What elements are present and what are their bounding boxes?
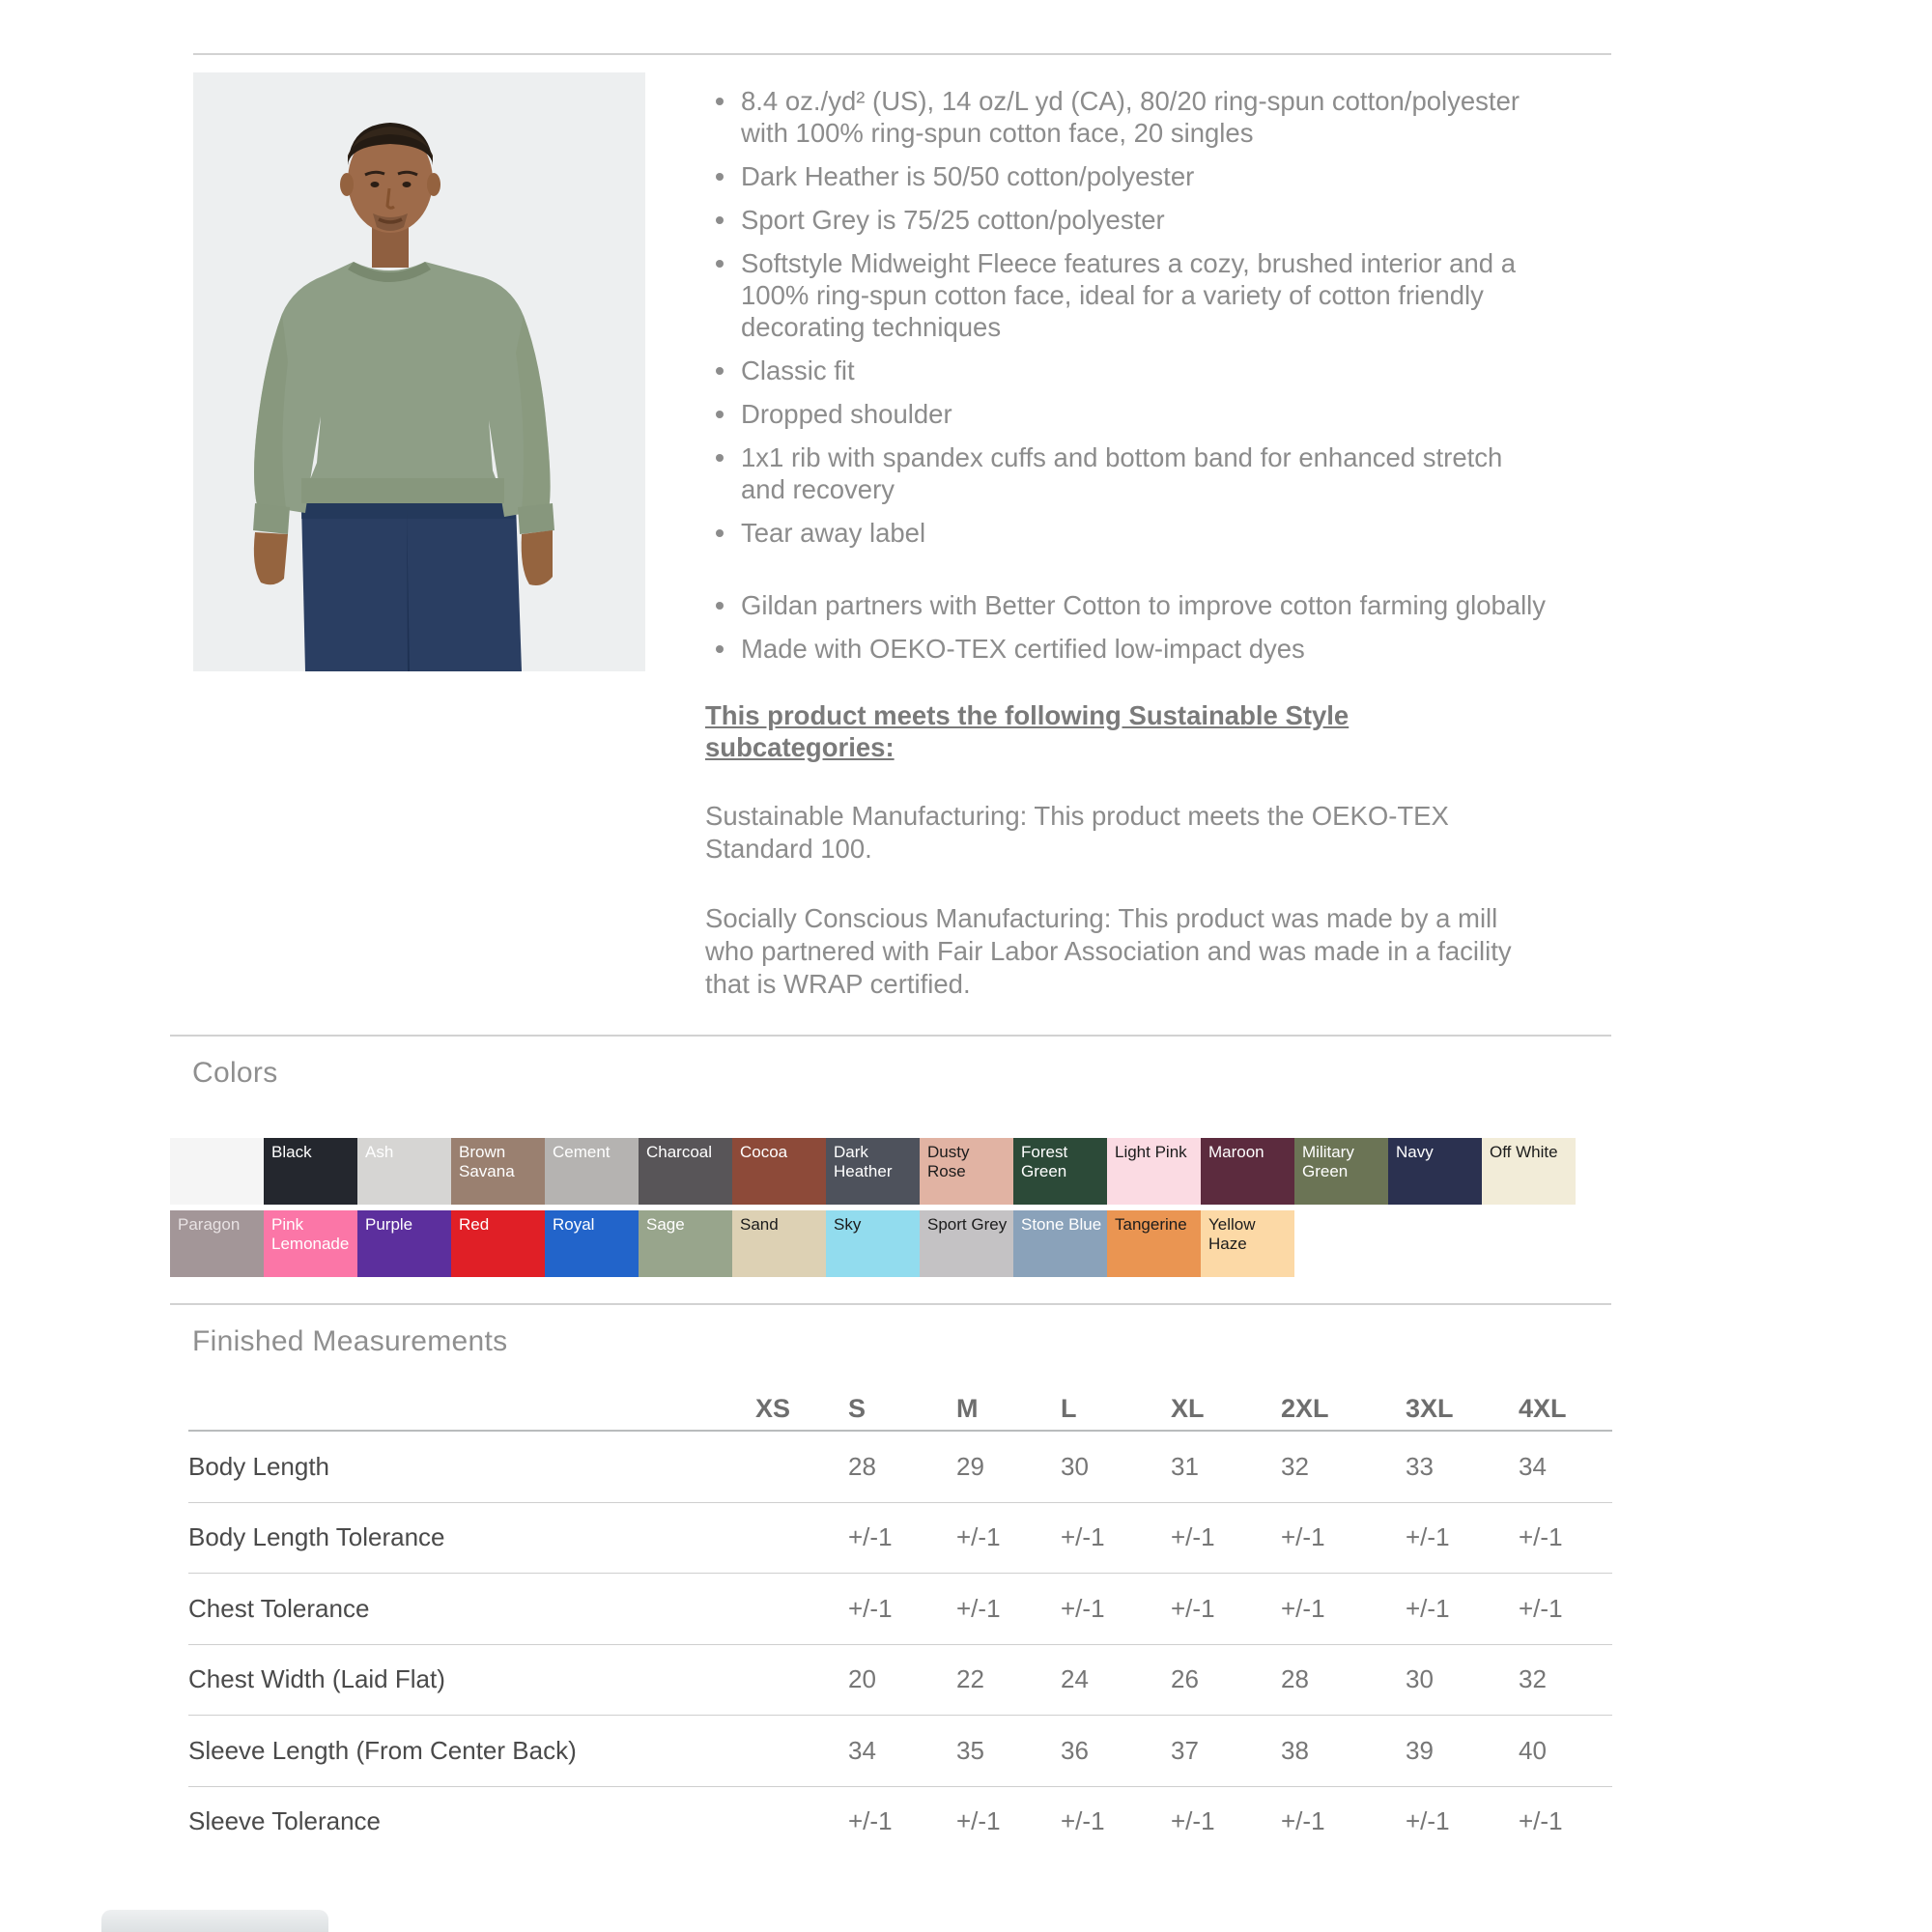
feature-bullet-text: Softstyle Midweight Fleece features a cozy, brushed interior and a 100% ring-spun cotton face, ideal for a variety of cotton friendly decorating techniques: [741, 248, 1516, 342]
feature-bullet-text: Classic fit: [741, 355, 855, 385]
color-swatch-black[interactable]: [264, 1138, 357, 1205]
color-swatch-label: Sport Grey: [927, 1215, 1008, 1234]
color-swatch-label: Dusty Rose: [927, 1143, 970, 1180]
colors-bottom-divider: [170, 1303, 1611, 1305]
measurement-value: +/-1: [1519, 1593, 1563, 1623]
color-swatch-label: Military Green: [1302, 1143, 1354, 1180]
feature-bullet: [705, 441, 1548, 505]
measurements-section-title: Finished Measurements: [192, 1325, 508, 1357]
measurement-value: +/-1: [1171, 1593, 1215, 1623]
measurement-value: 34: [848, 1735, 876, 1765]
color-swatch-label: Purple: [365, 1215, 413, 1234]
measurement-value: 22: [956, 1664, 984, 1694]
color-swatch-navy[interactable]: [1388, 1138, 1482, 1205]
color-swatch-label: Sand: [740, 1215, 779, 1234]
measurement-value: 28: [848, 1451, 876, 1481]
color-swatch-label: Cocoa: [740, 1143, 788, 1161]
color-swatch-forest-green[interactable]: [1013, 1138, 1107, 1205]
color-swatch-label: Sage: [646, 1215, 685, 1234]
feature-bullet-text: 8.4 oz./yd² (US), 14 oz/L yd (CA), 80/20 ring-spun cotton/polyester with 100% ring-spun cotton face, 20 singles: [741, 86, 1520, 148]
measurement-row: [188, 1432, 1612, 1503]
size-column-header: 3XL: [1406, 1393, 1454, 1423]
measurement-value: +/-1: [1406, 1522, 1450, 1552]
color-swatch-label: Stone Blue: [1021, 1215, 1102, 1234]
measurement-row-label: Body Length Tolerance: [188, 1522, 445, 1552]
color-swatch-label: Light Pink: [1115, 1143, 1187, 1161]
feature-bullet: [705, 589, 1548, 621]
color-swatch-label: Ash: [365, 1143, 394, 1161]
feature-bullet-text: Made with OEKO-TEX certified low-impact dyes: [741, 634, 1305, 664]
measurement-row: [188, 1787, 1612, 1858]
color-swatch-ash[interactable]: [357, 1138, 451, 1205]
color-swatch-label: Brown Savana: [459, 1143, 515, 1180]
color-swatch-stone-blue[interactable]: [1013, 1210, 1107, 1277]
measurement-value: 32: [1281, 1451, 1309, 1481]
size-column-header: M: [956, 1393, 979, 1423]
measurement-value: 38: [1281, 1735, 1309, 1765]
color-swatch-pink-lemonade[interactable]: [264, 1210, 357, 1277]
color-swatch-red[interactable]: [451, 1210, 545, 1277]
sustainable-manufacturing-text: Sustainable Manufacturing: This product meets the OEKO-TEX Standard 100.: [705, 801, 1449, 864]
feature-bullet: [705, 633, 1548, 665]
measurement-value: 24: [1061, 1664, 1089, 1694]
measurement-value: +/-1: [1061, 1522, 1105, 1552]
measurement-value: 26: [1171, 1664, 1199, 1694]
measurement-value: 31: [1171, 1451, 1199, 1481]
measurement-value: +/-1: [848, 1593, 893, 1623]
product-photo[interactable]: [193, 72, 645, 671]
measurement-value: +/-1: [1519, 1806, 1563, 1836]
color-swatch-label: Dark Heather: [834, 1143, 893, 1180]
measurement-value: 28: [1281, 1664, 1309, 1694]
color-swatch-label: Black: [271, 1143, 312, 1161]
measurement-value: 30: [1406, 1664, 1434, 1694]
color-swatch-label: Off White: [1490, 1143, 1558, 1161]
feature-bullet: [705, 160, 1548, 192]
cutoff-bottom-widget[interactable]: [101, 1910, 328, 1932]
measurement-value: +/-1: [1519, 1522, 1563, 1552]
measurement-value: 30: [1061, 1451, 1089, 1481]
color-swatch-paragon[interactable]: [170, 1210, 264, 1277]
color-swatch-label: Pink Lemonade: [271, 1215, 350, 1253]
measurement-value: 33: [1406, 1451, 1434, 1481]
color-swatch-label: Sky: [834, 1215, 862, 1234]
feature-bullet-text: Sport Grey is 75/25 cotton/polyester: [741, 205, 1165, 235]
color-swatch-yellow-haze[interactable]: [1201, 1210, 1294, 1277]
color-swatch-label: Forest Green: [1021, 1143, 1068, 1180]
size-column-header: XS: [755, 1393, 791, 1423]
color-swatch-row: [170, 1138, 1595, 1205]
feature-bullet: [705, 204, 1548, 236]
measurement-row-label: Chest Tolerance: [188, 1593, 370, 1623]
measurement-row: [188, 1503, 1612, 1575]
color-swatch-dark-heather[interactable]: [826, 1138, 920, 1205]
measurement-value: +/-1: [956, 1522, 1001, 1552]
measurement-row: [188, 1645, 1612, 1717]
measurement-value: +/-1: [956, 1593, 1001, 1623]
measurement-value: +/-1: [1171, 1522, 1215, 1552]
color-swatch-label: Royal: [553, 1215, 595, 1234]
size-column-header: S: [848, 1393, 867, 1423]
color-swatch-military-green[interactable]: [1294, 1138, 1388, 1205]
measurement-row: [188, 1716, 1612, 1787]
measurement-value: +/-1: [1281, 1593, 1325, 1623]
size-column-header: XL: [1171, 1393, 1205, 1423]
color-swatch-label: Maroon: [1208, 1143, 1264, 1161]
color-swatch-tangerine[interactable]: [1107, 1210, 1201, 1277]
product-details: [705, 85, 1548, 1028]
feature-bullet: [705, 355, 1548, 386]
measurement-value: 37: [1171, 1735, 1199, 1765]
color-swatch-light-pink[interactable]: [1107, 1138, 1201, 1205]
color-swatch-label: Yellow Haze: [1208, 1215, 1256, 1253]
color-swatch-royal[interactable]: [545, 1210, 639, 1277]
color-swatch-row: [170, 1210, 1595, 1277]
color-swatch-white[interactable]: [170, 1138, 264, 1205]
feature-bullet-list: [705, 85, 1548, 665]
measurement-value: 29: [956, 1451, 984, 1481]
color-swatch-charcoal[interactable]: [639, 1138, 732, 1205]
size-column-header: 4XL: [1519, 1393, 1567, 1423]
measurement-value: 20: [848, 1664, 876, 1694]
size-column-header: L: [1061, 1393, 1077, 1423]
color-swatch-cocoa[interactable]: [732, 1138, 826, 1205]
feature-bullet: [705, 398, 1548, 430]
color-swatch-dusty-rose[interactable]: [920, 1138, 1013, 1205]
measurement-value: +/-1: [1061, 1806, 1105, 1836]
measurement-value: 39: [1406, 1735, 1434, 1765]
socially-conscious-text: Socially Conscious Manufacturing: This product was made by a mill who partnered with Fair Labor Association and was made in a facility that is WRAP certified.: [705, 903, 1512, 999]
measurement-value: +/-1: [1171, 1806, 1215, 1836]
colors-section-title: Colors: [192, 1057, 278, 1089]
color-swatch-grid: [170, 1138, 1595, 1283]
measurement-value: +/-1: [1281, 1806, 1325, 1836]
measurement-value: +/-1: [848, 1522, 893, 1552]
measurement-value: +/-1: [1406, 1593, 1450, 1623]
measurement-value: 36: [1061, 1735, 1089, 1765]
measurement-value: 34: [1519, 1451, 1547, 1481]
measurement-row-label: Chest Width (Laid Flat): [188, 1664, 445, 1694]
color-swatch-maroon[interactable]: [1201, 1138, 1294, 1205]
measurements-header-row: [188, 1387, 1612, 1432]
measurement-row-label: Sleeve Length (From Center Back): [188, 1735, 577, 1765]
measurement-value: +/-1: [848, 1806, 893, 1836]
measurement-value: +/-1: [1061, 1593, 1105, 1623]
feature-bullet: [705, 247, 1548, 343]
measurement-value: +/-1: [1281, 1522, 1325, 1552]
feature-bullet: [705, 517, 1548, 549]
top-divider: [193, 53, 1611, 55]
feature-bullet-text: Dropped shoulder: [741, 399, 952, 429]
feature-bullet-text: Gildan partners with Better Cotton to improve cotton farming globally: [741, 590, 1547, 620]
measurement-value: 40: [1519, 1735, 1547, 1765]
measurements-table: [188, 1387, 1612, 1857]
feature-bullet: [705, 85, 1548, 149]
color-swatch-sport-grey[interactable]: [920, 1210, 1013, 1277]
measurement-value: 35: [956, 1735, 984, 1765]
measurement-value: 32: [1519, 1664, 1547, 1694]
color-swatch-label: Charcoal: [646, 1143, 713, 1161]
model-illustration: [193, 72, 645, 671]
size-column-header: 2XL: [1281, 1393, 1329, 1423]
measurement-value: +/-1: [956, 1806, 1001, 1836]
color-swatch-label: Tangerine: [1115, 1215, 1187, 1234]
colors-top-divider: [170, 1035, 1611, 1037]
color-swatch-label: Paragon: [178, 1215, 241, 1234]
color-swatch-label: Navy: [1396, 1143, 1434, 1161]
color-swatch-off-white[interactable]: [1482, 1138, 1576, 1205]
color-swatch-label: Cement: [553, 1143, 611, 1161]
feature-bullet-text: Dark Heather is 50/50 cotton/polyester: [741, 161, 1195, 191]
color-swatch-sage[interactable]: [639, 1210, 732, 1277]
color-swatch-sand[interactable]: [732, 1210, 826, 1277]
color-swatch-label: Red: [459, 1215, 490, 1234]
measurement-row: [188, 1574, 1612, 1645]
color-swatch-cement[interactable]: [545, 1138, 639, 1205]
measurement-row-label: Body Length: [188, 1451, 330, 1481]
feature-bullet-text: 1x1 rib with spandex cuffs and bottom band for enhanced stretch and recovery: [741, 442, 1503, 504]
color-swatch-brown-savana[interactable]: [451, 1138, 545, 1205]
measurement-row-label: Sleeve Tolerance: [188, 1806, 381, 1836]
measurement-value: +/-1: [1406, 1806, 1450, 1836]
sustainable-style-heading: This product meets the following Sustainable Style subcategories:: [705, 700, 1350, 762]
feature-bullet-text: Tear away label: [741, 518, 926, 548]
color-swatch-sky[interactable]: [826, 1210, 920, 1277]
color-swatch-purple[interactable]: [357, 1210, 451, 1277]
